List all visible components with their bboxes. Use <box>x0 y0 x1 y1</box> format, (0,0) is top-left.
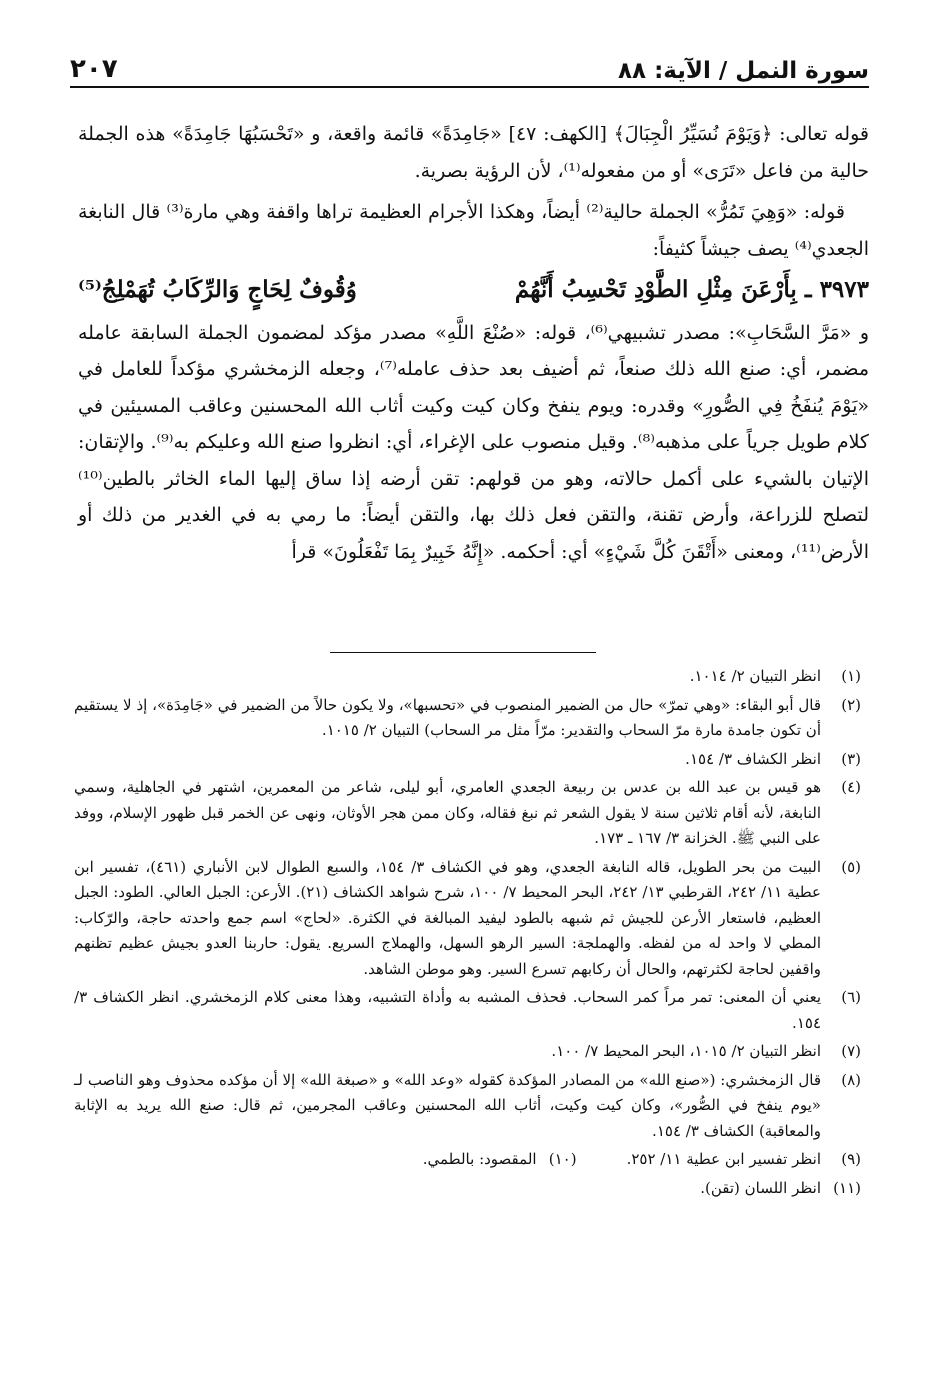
paragraph: قوله تعالى: ﴿وَيَوْمَ نُسَيِّرُ الْجِبَالَ﴾ [الكهف: ٤٧] «جَامِدَةً» قائمة واقعة، و «تَحْسَبُهَا جَامِدَةً» هذه الجملة حالية من فاعل «تَرَى» أو من مفعوله⁽¹⁾، لأن الرؤية بصرية. <box>78 123 869 182</box>
footnote-number: (٦) <box>841 988 861 1006</box>
main-text <box>78 116 869 575</box>
footnotes <box>74 664 861 1204</box>
footnote-number: (١) <box>841 667 861 685</box>
poetry-verse <box>78 272 869 309</box>
footnote-number: (٢) <box>841 695 861 714</box>
footnote-text: انظر التبيان ٢/ ١٠١٤. <box>689 667 821 685</box>
footnote-text: انظر التبيان ٢/ ١٠١٥، البحر المحيط ٧/ ١٠٠. <box>551 1042 821 1060</box>
verse-second-half: وُقُوفٌ لِحَاجٍ وَالرِّكَابُ تُهَمْلِجُ⁽⁵⁾ <box>78 276 357 303</box>
footnote-text: هو قيس بن عبد الله بن عدس بن ربيعة الجعدي العامري، أبو ليلى، شاعر من المعمرين، اشتهر في الجاهلية، وسمي النابغة، لأنه أقام ثلاثين سنة لا يقول الشعر ثم نبغ فقاله، وكان ممن هجر الأوثان، ونهى عن الخمر قبل ظهور الإسلام، ووفد على النبي ﷺ. الخزانة ٣/ ١٦٧ ـ ١٧٣. <box>74 778 821 847</box>
footnote <box>74 1176 861 1202</box>
footnote-text: المقصود: بالطمي. <box>422 1150 537 1168</box>
footnote-text: البيت من بحر الطويل، قاله النابغة الجعدي، وهو في الكشاف ٣/ ١٥٤، والسبع الطوال لابن الأنباري (٤٦١)، تفسير ابن عطية ١١/ ٢٤٢، القرطبي ١٣/ ٢٤٢، البحر المحيط ٧/ ١٠٠، شرح شواهد الكشاف (٢١). الأرعن: الجبل العالي. الطود: الجبل العظيم، فاستعار الأرعن للجيش ثم شبهه بالطود ليفيد المبالغة في الكثرة. «لحاج» اسم جمع واحدته حاجة، والرّكاب: المطي لا واحد له من لفظه. والهملجة: السير الرهو السهل، والهملاج السريع. يقول: حاربنا العدو بجيش عظيم تظنهم واقفين لحاجة لكثرتهم، والحال أن ركابهم تسرع السير. وهو موطن الشاهد. <box>74 857 822 978</box>
footnote-text: انظر تفسير ابن عطية ١١/ ٢٥٢. <box>626 1150 821 1168</box>
footnote-number: (٧) <box>841 1042 861 1060</box>
footnote-number: (٥) <box>841 857 861 876</box>
footnote-text: انظر اللسان (تقن). <box>700 1178 821 1197</box>
footnote-text: قال الزمخشري: («صنع الله» من المصادر المؤكدة كقوله «وعد الله» و «صبغة الله» إلا أن مؤكده محذوف وهو الناصب لـ «يوم ينفخ في الصُّور»، وكان كيت وكيت، أثاب الله المحسنين وعاقب المجرمين، ثم قال: صنع الله يريد به الإثابة والمعاقبة) الكشاف ٣/ ١٥٤. <box>74 1070 821 1140</box>
footnote <box>74 775 861 852</box>
footnote <box>74 855 861 983</box>
page-number: ٢٠٧ <box>70 54 118 84</box>
footnote-pair <box>74 1147 861 1173</box>
footnote-number: (١٠) <box>548 1150 577 1168</box>
footnote-text: انظر الكشاف ٣/ ١٥٤. <box>685 749 821 768</box>
footnote-text: يعني أن المعنى: تمر مراً كمر السحاب. فحذف المشبه به وأداة التشبيه، وهذا معنى كلام الزمخشري. انظر الكشاف ٣/ ١٥٤. <box>74 988 821 1032</box>
footnote-number: (١١) <box>833 1178 861 1197</box>
footnote-text: قال أبو البقاء: «وهي تمرّ» حال من الضمير المنصوب في «تحسبها»، ولا يكون حالاً من الضمير في «جَامِدَة»، إذ لا يستقيم أن تكون جامدة مارة مرّ السحاب والتقدير: مرّاً مثل مر السحاب) التبيان ٢/ ١٠١٥. <box>74 695 821 739</box>
footnote <box>74 664 861 690</box>
footnote-number: (٤) <box>841 778 861 796</box>
surah-title: سورة النمل / الآية: ٨٨ <box>617 58 869 84</box>
footnote <box>74 985 861 1036</box>
footnote <box>74 1068 861 1145</box>
footnote-number: (٨) <box>841 1070 861 1089</box>
footnote <box>74 747 861 773</box>
verse-first-half: ٣٩٧٣ ـ بِأَرْعَنَ مِثْلِ الطَّوْدِ تَحْسِبُ أَنَّهُمْ <box>514 276 869 303</box>
footnote-number: (٩) <box>841 1150 861 1168</box>
paragraph: قوله: «وَهِيَ تَمُرُّ» الجملة حالية⁽²⁾ أيضاً، وهكذا الأجرام العظيمة تراها واقفة وهي مارة⁽³⁾ قال النابغة الجعدي⁽⁴⁾ يصف جيشاً كثيفاً: <box>78 201 869 260</box>
footnote <box>74 693 861 744</box>
footnote-separator <box>330 652 596 653</box>
footnote <box>74 1039 861 1065</box>
footnote-number: (٣) <box>841 749 861 768</box>
paragraph: و «مَرَّ السَّحَابِ»: مصدر تشبيهي⁽⁶⁾، قوله: «صُنْعَ اللَّهِ» مصدر مؤكد لمضمون الجملة السابقة عامله مضمر، أي: صنع الله ذلك صنعاً، ثم أضيف بعد حذف عامله⁽⁷⁾، وجعله الزمخشري مؤكداً للعامل في «يَوْمَ يُنفَخُ فِي الصُّورِ» وقدره: ويوم ينفخ وكان كيت وكيت أثاب الله المحسنين وعاقب المسيئين في كلام طويل جرياً على مذهبه⁽⁸⁾. وقيل منصوب على الإغراء، أي: انظروا صنع الله وعليكم به⁽⁹⁾. والإتقان: الإتيان بالشيء على أكمل حالاته، وهو من قولهم: تقن أرضه إذا ساق إليها الماء الخاثر بالطين⁽¹⁰⁾ لتصلح للزراعة، وأرض تقنة، والتقن فعل ذلك بها، والتقن أيضاً: ما رمي به في الغدير من ذلك أو الأرض⁽¹¹⁾، ومعنى «أَتْقَنَ كُلَّ شَيْءٍ» أي: أحكمه. «إِنَّهُ خَبِيرٌ بِمَا تَفْعَلُونَ» قرأ <box>78 321 870 563</box>
page-header <box>70 40 869 88</box>
